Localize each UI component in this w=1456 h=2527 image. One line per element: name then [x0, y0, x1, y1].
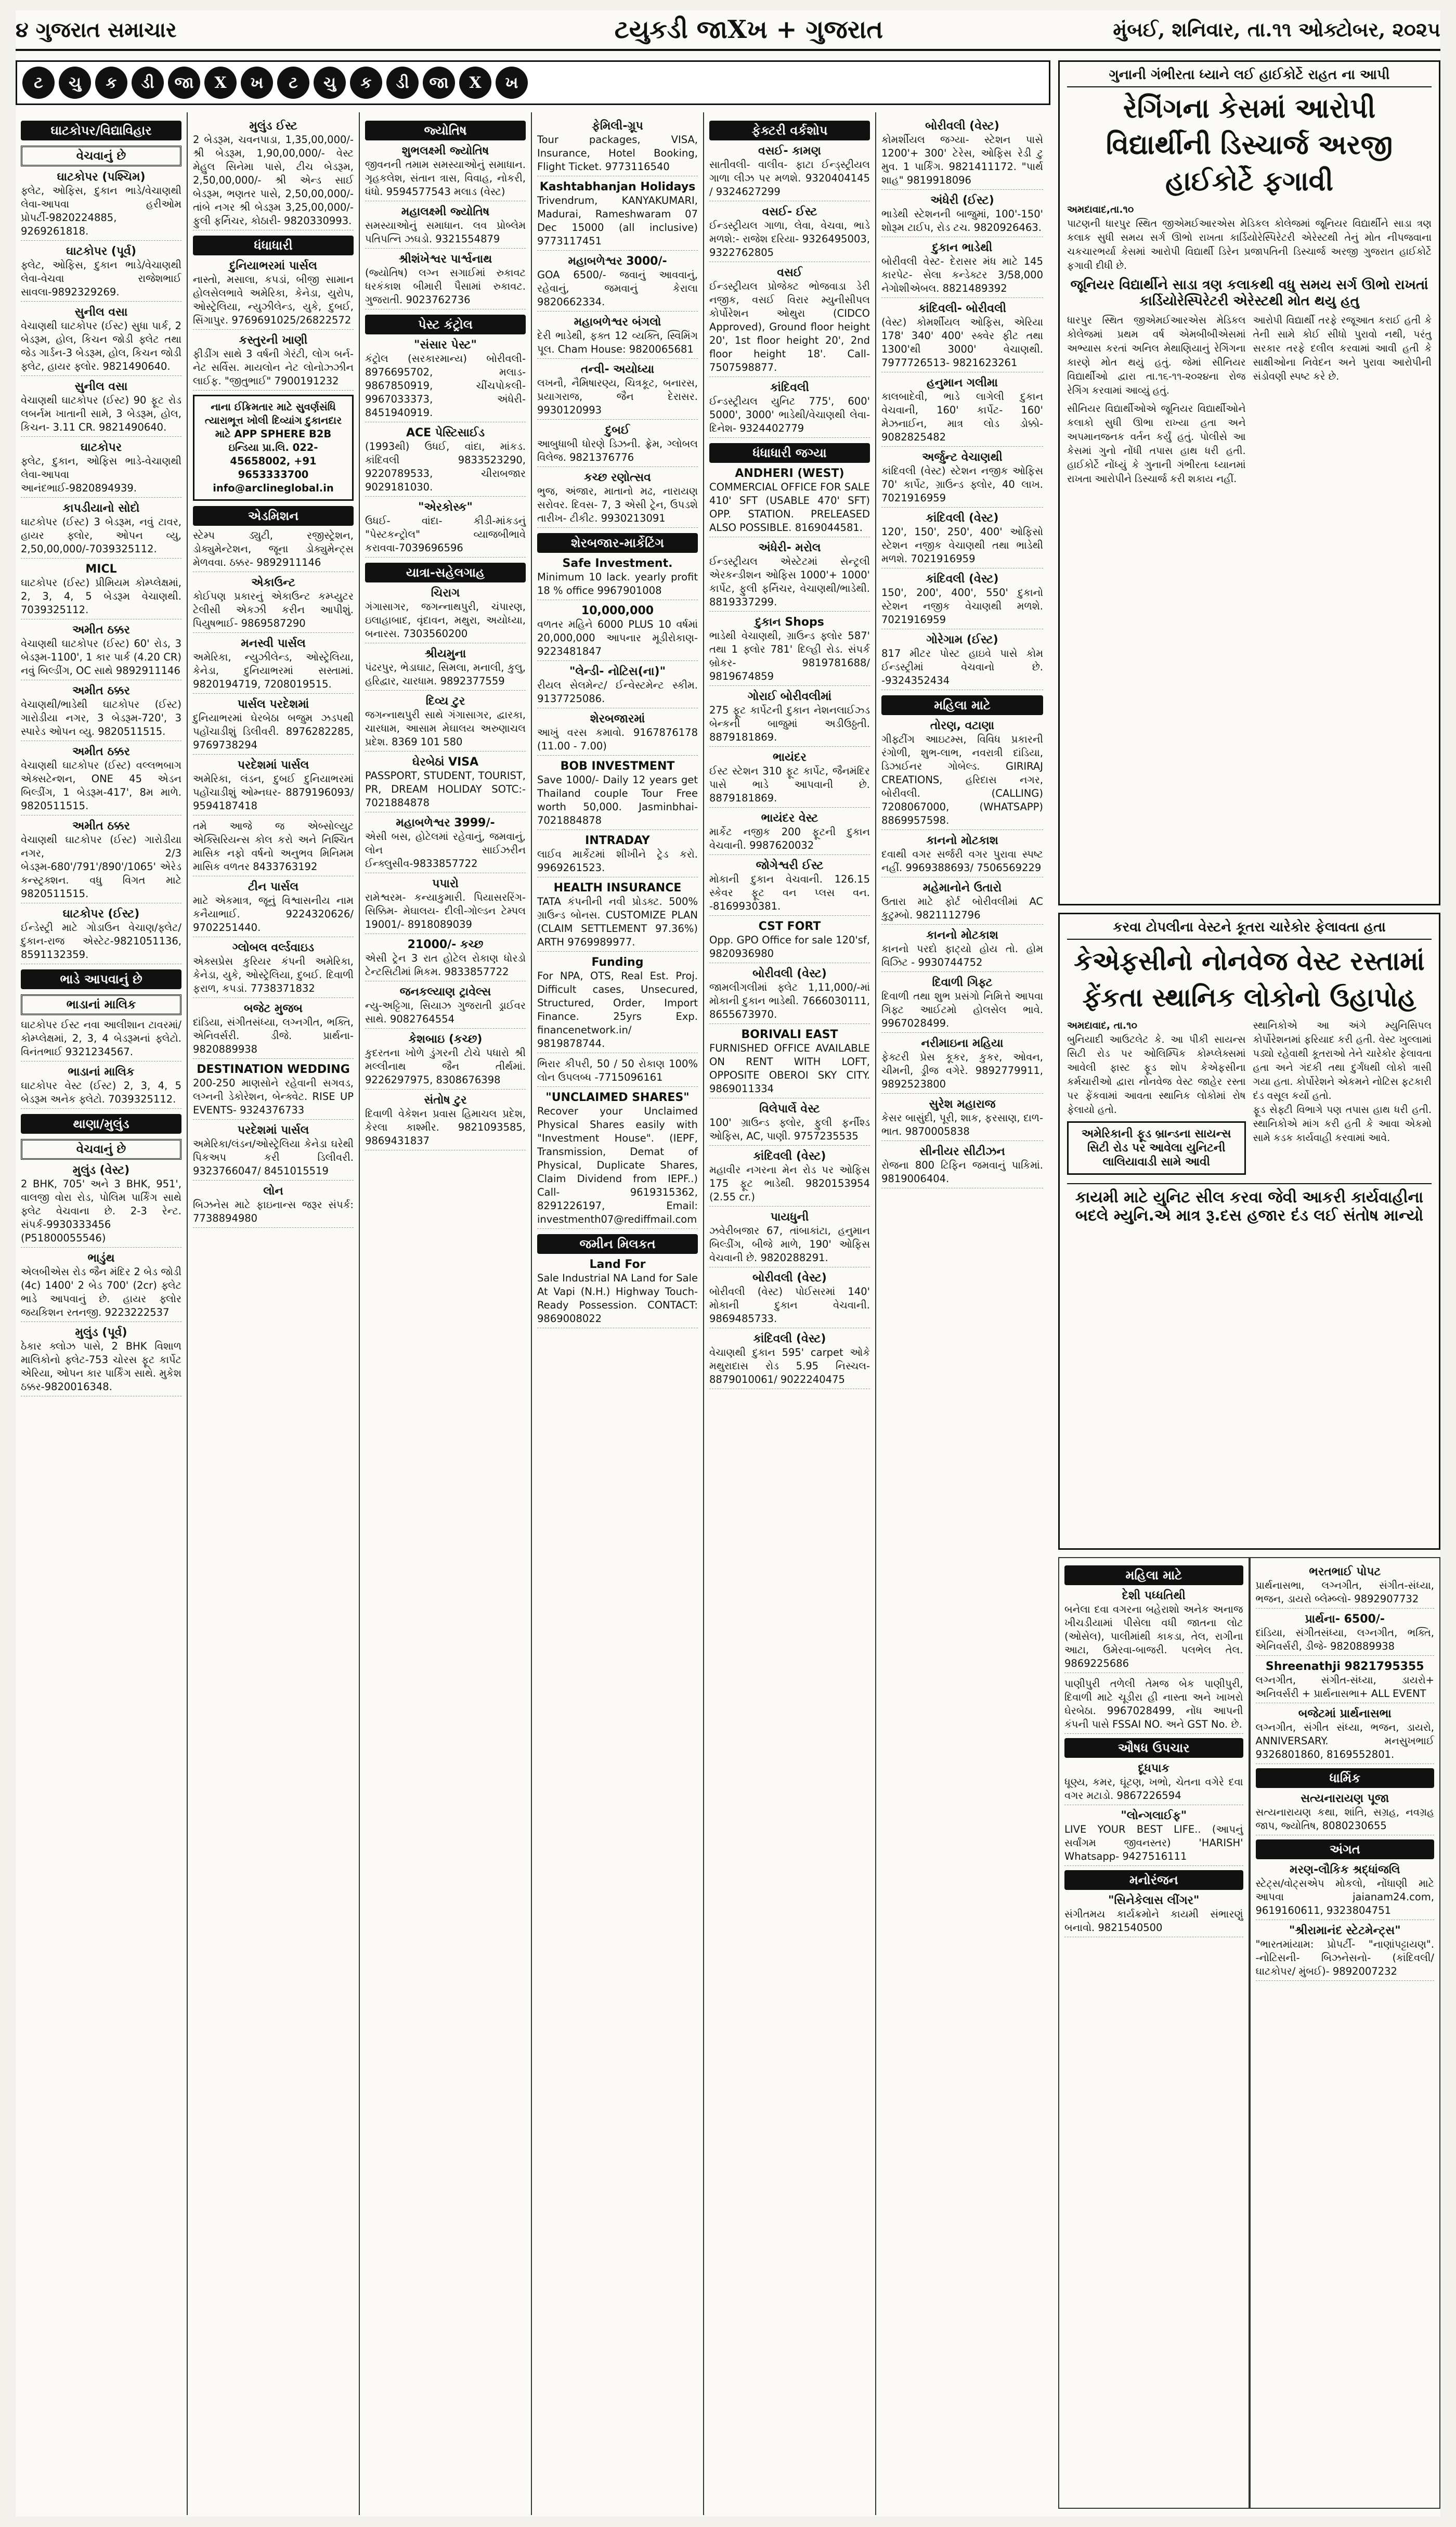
ad-body: અમેરિકા/લંડન/ઓસ્ટ્રેલિયા કેનેડા ઘરેથી પિકઅપ કરી ડિલીવરી. 9323766047/ 8451015519: [193, 1137, 354, 1181]
ad-title: 21000/- કચ્છ: [407, 938, 484, 951]
ad-title: દિવ્ય ટુર: [425, 695, 465, 708]
ad-body: ફ્લેટ, ઓફિસ, દુકાન ભાડે/વેચાણથી લેવા-આપવા હરીઓમ પ્રોપર્ટી-9820224885, 9269261818.: [21, 184, 181, 241]
ad-body: રામેશ્વરમ- કન્યાકુમારી. પિયાસરરિંગ- સિક્કિમ- મેઘાલય- દીલી-ગોલ્ડન ટેમ્પલ 19001/- 8918089039: [365, 891, 526, 934]
ad-body: Save 1000/- Daily 12 years get Thailand couple Tour Free worth 50,000. Jasminbhai-7021884878: [537, 773, 698, 830]
ad-title: 10,000,000: [581, 604, 654, 617]
news-section: [1058, 60, 1440, 2515]
column-5: [704, 112, 876, 2515]
ad-title: DESTINATION WEDDING: [197, 1063, 350, 1076]
ad-title: નરીમાઇના મહિયા: [921, 1037, 1004, 1050]
ad-title: મહાબળેશ્વર બંગલો: [574, 316, 661, 329]
ad-body: સત્યનારાયણ કથા, શાંતિ, સગ્રહ, નવગ્રહ જાપ, જ્યોતિષ, 8080230655: [1256, 1806, 1435, 1835]
article-para: ફૂડ સેફ્ટી વિભાગે પણ તપાસ હાથ ધરી હતી. સ્થાનિકોએ માંગ કરી હતી કે આવા એકમો સામે કડક કાર્યવાહી કરવામાં આવે.: [1253, 1104, 1432, 1144]
ad-title: ગ્લોબલ વર્લ્ડવાઇડ: [232, 941, 315, 954]
newspaper-page: [16, 10, 1440, 2517]
ad-body: ગંગાસાગર, જગન્નાથપુરી, ચંપારણ, ઇલાહાબાદ, વૃંદાવન, મથુરા, અયોધ્યા, બનારસ. 7303560200: [365, 600, 526, 643]
ad-title: કેશબાઇ (કચ્છ): [408, 1033, 483, 1046]
ad-title: મહાલક્ષ્મી જ્યોતિષ: [401, 205, 490, 218]
ad-body: બોરીવલી વેસ્ટ- દેરાસર મંધ માટે 145 કારપેટ- સેલા કન્ડેક્ટર 3/58,000 નેગોશીએબલ. 8821489392: [881, 255, 1043, 298]
ad-title: CST FORT: [758, 920, 821, 933]
ad-title: દેશી પધ્ધતિથી: [1122, 1589, 1186, 1602]
ad-body: સંગીતમય કાર્યક્રમોને કાયમી સંભારણું બનાવો. 9821540500: [1064, 1908, 1243, 1937]
ad-body: Recover your Unclaimed Physical Shares easily with "Investment House". (IEPF, Transmission, Demat of Physical, Duplicate Shares, Claim Dividend from IEPF..) Call- 9619315362, 8291226197, Email: investmenth07@rediffmail.com: [537, 1105, 698, 1229]
banner-letter: ડી: [132, 67, 164, 99]
ad-title: ટીન પાર્સલ: [248, 880, 299, 893]
ad-title: કાંદિવલી: [770, 381, 809, 394]
ad-body: LIVE YOUR BEST LIFE.. (આપનું સર્વાંગમ જીવનસ્તર) 'HARISH' Whatsapp- 9427516111: [1064, 1823, 1243, 1866]
article-kicker: ગુનાની ગંભીરતા ધ્યાને લઈ હાઈકોર્ટે રાહત ના આપી: [1067, 67, 1432, 87]
ad-body: એસી ટ્રેન 3 રાત હોટેલ રોકાણ ધોરડો ટેન્ટસિટીમાં મિકમ. 9833857722: [365, 952, 526, 981]
ad-body: લાઈવ માર્કેટમાં શીખીને ટ્રેડ કરો. 9969261523.: [537, 848, 698, 877]
ad-body: ઘાટકોપર વેસ્ટ (ઈસ્ટ) 2, 3, 4, 5 બેડરૂમ અનેક ફ્લેટો. 7039325112.: [21, 1079, 181, 1109]
ad-title: ઘાટકોપર (પૂર્વ): [66, 245, 136, 258]
ad-body: 2 બેડરૂમ, ચવનપાડા, 1,35,00,000/- શ્રી બેડરૂમ, 1,90,00,000/- વેસ્ટ મેહુલ સિનેમા પાસે, ટીચ બેડરૂમ, 2,50,00,000/- શ્રી એન્ડ સાઈ બેડરૂમ, ભણતર પાસે, 2,50,00,000/- તાંબે નગર શ્રી બેડરૂમ 3,25,00,000/- ફુલી ફર્નિચર, કોઠારી- 9820330993.: [193, 133, 354, 230]
column-4: [532, 112, 704, 2515]
ad-title: અમીત ઠક્કર: [72, 745, 130, 758]
ad-title: વિલેપાર્લે વેસ્ટ: [759, 1103, 820, 1116]
ad-body: ભાડેથી વેચાણથી, ગ્રાઉન્ડ ફ્લોર 587' તથા 1 ફ્લોર 781' દિલ્હી રોડ. સંપર્ક બ્રોકર- 9819781688/ 9819674859: [709, 629, 870, 686]
ad-title: દૂધપાક: [1138, 1762, 1170, 1775]
ad-body: પંઢરપુર, ભેડાઘાટ, સિમલા, મનાલી, કુલુ, હરિદ્વાર, ચારધામ. 9892377559: [365, 661, 526, 691]
header-center: ટયુકડી જાXખ + ગુજરાત: [614, 15, 883, 44]
ad-body: ભાડેથી સ્ટેશનની બાજુમાં, 100'-150' શોરૂમ ટાઈપ, રોડ ટચ. 9820926463.: [881, 208, 1043, 237]
ad-body: એક્સપ્રેસ કુરિયર કંપની અમેરિકા, કેનેડા, યુકે, ઓસ્ટ્રેલિયા, દુબઈ. દિવાળી ફરાળ, કપડાં. 7738371832: [193, 955, 354, 998]
ad-body: કોઈપણ પ્રકારનું એકાઉન્ટ કમ્પ્યુટર ટેલીસી એકઝી કરીન આપીશું. પિયુષભાઈ- 9869587290: [193, 590, 354, 633]
ad-title: સુનીલ વસા: [74, 306, 128, 319]
ad-body: ન્યુ-અટ્ટિગા, સિયાઝ ગુજરાતી ડ્રાઈવર સાથે. 9082764554: [365, 999, 526, 1029]
ad-body: ફેક્ટરી પ્રેસ કૂકર, કુકર, ઓવન, ચીમની, ડ્રીજ વગેરે. 9892779911, 9892523800: [881, 1051, 1043, 1094]
ad-body: ધૂણ્ય, કમર, ઘૂંટણ, ખભો, ચેતના વગેરે દવા વગર મટાડો. 9867226594: [1064, 1776, 1243, 1805]
ad-title: "એરકોસ્ક": [418, 501, 473, 514]
ad-title: બોરીવલી (વેસ્ટ): [925, 120, 999, 133]
section-heading: ફેક્ટરી વર્કશોપ: [709, 121, 870, 140]
ad-title: કાપડીયાનો સોદો: [62, 502, 140, 515]
article-kicker-2: કરવા ટોપલીના વેસ્ટને કૂતરા ચારેકોર ફેલાવતા હતા: [1067, 919, 1432, 940]
banner-letter: ટ: [22, 67, 55, 99]
ad-title: બોરીવલી (વેસ્ટ): [752, 1272, 827, 1285]
ad-body: Minimum 10 lack. yearly profit 18 % office 9967901008: [537, 571, 698, 600]
ad-body: ઝવેરીબજાર 67, તાંબાકાંટા, હનુમાન બિલ્ડીંગ, બીજે માળે, 190' ઓફિસ વેચવાની છે. 9820288291.: [709, 1224, 870, 1267]
banner-letter: ડી: [386, 67, 419, 99]
ad-title: મુલુંડ ઈસ્ટ: [249, 120, 297, 133]
ad-body: 200-250 માણસોને રહેવાની સગવડ, લગ્નની ડેકોરેશન, બેન્ક્વેટ. RISE UP EVENTS- 9324376733: [193, 1077, 354, 1120]
banner-letter: X: [459, 67, 491, 99]
ad-body: માટે એકમાત્ર, જૂનું વિશ્વાસનીય નામ કનૈયાભાઈ. 9224320626/ 9702251440.: [193, 894, 354, 937]
ad-body: તમે આજે જ એબ્સોલ્યુટ એક્સિરિયન્સ કોલ કરો અને નિશ્ચિત માસિક નફો વર્ષનો અનુભવ મિનિમમ માસિક વળતર 8433763192: [193, 820, 354, 876]
ad-body: ફીડીંગ સાથે 3 વર્ષની ગેરંટી, લોગ બર્ન-નેટ સર્વિસ. માયલોન નેટ લોનોઝ્ઝીન લાઈફ. "જીતુભાઈ" 7900191232: [193, 347, 354, 391]
ad-body: પ્રાર્થનાસભા, લગ્નગીત, સંગીત-સંધ્યા, ભજન, ડાયરો બ્લેમ્બ્લો- 9892907732: [1256, 1579, 1435, 1609]
article-subhead-box: [1067, 1121, 1246, 1175]
section-heading: એડમિશન: [193, 506, 354, 526]
ad-title: મુલુંડ (વેસ્ટ): [72, 1164, 130, 1177]
ad-body: મહાવીર નગરના મેન રોડ પર ઓફિસ 175 ફૂટ ભાડેથી. 9820153954 (2.55 cr.): [709, 1163, 870, 1207]
ad-title: જોગેશ્વરી ઈસ્ટ: [756, 859, 824, 872]
ad-title: બજેટ મુજબ: [244, 1002, 303, 1015]
display-ad: નાના ઈક્રિમતાર માટે સુવર્ણસંધિ ત્યારાભૂત્ત ખોલી દિવ્યાંગ દુકાનદાર માટે APP SPHERE B2B ઇન્ડિયા પ્રા.લિ. 022-45658002, +91 9653333700 info@arclineglobal.in: [193, 395, 354, 501]
article-body: [1067, 203, 1432, 273]
ad-body: આખું વરસ કમાવો. 9167876178 (11.00 - 7.00): [537, 726, 698, 756]
ad-body: ઘાટકોપર ઈસ્ટ નવા આલીશાન ટાવરમાં/કોમ્પ્લેક્ષમાં, 2, 3, 4 બેડરૂમનાં ફ્લેટો. વિનંતભાઈ 9321234567.: [21, 1018, 181, 1061]
article-body-2: [1067, 314, 1432, 486]
ad-body: દાંડિયા, સંગીતસંધ્યા, લગ્નગીત, ભક્તિ, એનિવર્સરી, ડીજે- 9820889938: [1256, 1626, 1435, 1656]
ad-body: સ્ટેમ્પ ડ્યુટી, રજીસ્ટ્રેશન, ડોક્યુમેન્ટેશન, જૂના ડોક્યુમેન્ટ્સ મેળવવા. ઠક્કર- 9892911146: [193, 529, 354, 572]
ad-body: રોજના 800 ટિફિન જમવાનું પાકિમાં. 9819006404.: [881, 1159, 1043, 1188]
news-article-kfc: [1058, 913, 1440, 1550]
section-heading: મહિલા માટે: [1064, 1565, 1243, 1585]
ad-title: દિવાળી ગિફ્ટ: [932, 976, 993, 989]
ad-title: MICL: [85, 563, 117, 576]
banner-letter: ખ: [241, 67, 273, 99]
article-subhead: જૂનિયર વિદ્યાર્થીને સાડા ત્રણ કલાકથી વધુ સમય સર્ગ ઊભો રાખતાં કાર્ડિયોરેસ્પિરેટરી એરેસ્ટથી મોત થયુ હતુ: [1070, 277, 1428, 309]
ad-body: FURNISHED OFFICE AVAILABLE ON RENT WITH LOFT, OPPOSITE OBEROI SKY CITY. 9869011334: [709, 1042, 870, 1098]
classified-banner: [16, 60, 1050, 105]
section-heading: અંગત: [1256, 1839, 1435, 1859]
ad-title: ચિરાગ: [431, 587, 460, 600]
ad-body: ભુજ, અંજાર, માતાનો મઢ, નારાયણ સરોવર. દિવસ- 7, 3 એસી ટ્રેન, ઉપડશે તારીખ- ટીકીટ. 9930213091: [537, 485, 698, 528]
ad-title: કાંદિવલી (વેસ્ટ): [926, 512, 999, 525]
ad-body: ગીફ્ટીંગ આઇટમ્સ, વિવિધ પ્રકારની રંગોળી, શુભ-લાભ, નવરાત્રી દાંડિયા, ડિઝાઈનર ગોબેલ્ડ. GIRIRAJ CREATIONS, હરિદાસ નગર, બોરીવલી. (CALLING) 7208067000, (WHATSAPP) 8869957598.: [881, 733, 1043, 830]
page-header: [16, 10, 1440, 51]
article-para: પાટણની ધારપુર સ્થિત જીએમઈઆરએસ મેડિકલ કોલેજમાં જૂનિયર વિદ્યાર્થીને સાડા ત્રણ કલાક સુધી સમય સર્ગ ઊભો રાખતા કાર્ડિયોરેસ્પિરેટરી એરેસ્ટથી તેનું મોત નીપજવાના ચકચારભર્યા કેસમાં આરોપી વિદ્યાર્થી ડિરેન પ્રજાપતિની ડિસ્ચાર્જ અરજી ગુજરાત હાઈકોર્ટે ફગાવી દીધી છે.: [1067, 218, 1432, 271]
ad-body: લગ્નગીત, સંગીત સંધ્યા, ભજન, ડાયરો, ANNIVERSARY. મનસુખભાઈ 9326801860, 8169552801.: [1256, 1721, 1435, 1764]
ad-title: તન્વી- અયોધ્યા: [580, 363, 655, 376]
ad-body: બિઝનેસ માટે ફાઇનાન્સ જરૂર સંપર્ક: 7738894980: [193, 1198, 354, 1228]
ad-title: સીનીયર સીટીઝન: [919, 1145, 1005, 1158]
ad-body: PASSPORT, STUDENT, TOURIST, PR, DREAM HOLIDAY SOTC:- 7021884878: [365, 769, 526, 812]
ad-title: ઘેરબેઠાં VISA: [412, 756, 479, 769]
header-left: ૪ ગુજરાત સમાચાર: [16, 17, 177, 42]
ad-body: For NPA, OTS, Real Est. Proj. Difficult cases, Unsecured, Structured, Order, Import Finance. 25yrs Exp. financenetwork.in/ 9819878744.: [537, 969, 698, 1053]
ad-title: સત્યનારાયણ પૂજા: [1301, 1792, 1389, 1805]
ad-title: સંતોષ ટુર: [424, 1094, 467, 1107]
article-para: સીનિયર વિદ્યાર્થીઓએ જૂનિયર વિદ્યાર્થીઓને કલાકો સુધી ઊભા રાખ્યા હતા અને અપમાનજનક વર્તન કર્યું હતું. પોલીસે આ કેસમાં ગુનો નોંધી તપાસ હાથ ધરી હતી. હાઈકોર્ટે નોંધ્યું કે ગુનાની ગંભીરતા ધ્યાનમાં રાખતા આરોપીને ડિસ્ચાર્જ કરી શકાય નહીં.: [1067, 403, 1246, 485]
ad-title: ઘાટકોપર: [80, 441, 122, 454]
ad-body: Tour packages, VISA, Insurance, Hotel Booking, Flight Ticket. 9773116540: [537, 133, 698, 176]
ad-body: એલબીએસ રોડ જૈન મંદિર 2 બેડ જોડી (4c) 1400' 2 બેડ 700' (2cr) ફ્લેટ ભાડે આપવાનું છે. હાયર ફ્લોર જયકિશન રતનજી. 9223222537: [21, 1265, 181, 1322]
section-heading: વેચવાનું છે: [21, 146, 181, 166]
right-column-1: [1058, 1557, 1250, 2509]
ad-title: ભાડુંથ: [87, 1252, 115, 1265]
right-column-2: [1250, 1557, 1441, 2509]
ad-body: વેચાણથી ઘાટકોપર (ઈસ્ટ) 60' રોડ, 3 બેડરૂમ-1100', 1 કાર પાર્ક (4.20 CR) નવું બિલ્ડીંગ, OC સાથે 9892911146: [21, 637, 181, 680]
ad-title: દુકાન Shops: [755, 616, 824, 629]
ad-title: HEALTH INSURANCE: [553, 882, 682, 895]
section-heading: શેરબજાર-માર્કેટિંગ: [537, 533, 698, 553]
section-heading: ઔષધ ઉપચાર: [1064, 1738, 1243, 1758]
ad-body: કાંદિવલી (વેસ્ટ) સ્ટેશન નજીક ઓફિસ 70' કાર્પેટ, ગ્રાઉન્ડ ફ્લોર, 40 લાખ. 7021916959: [881, 464, 1043, 508]
ad-body: કુદરતના ખોળે ડુંગરની ટોચે પધારો શ્રી મલ્લીનાથ જૈન તીર્થમાં. 9226297975, 8308676398: [365, 1046, 526, 1090]
ad-body: TATA કંપનીની નવી પ્રોડક્ટ. 500% ગ્રાઉન્ડ બોનસ. CUSTOMIZE PLAN (CLAIM SETTLEMENT 97.36%) ARTH 9769989977.: [537, 895, 698, 952]
ad-body: ઉધઈ- વાંદા- કીડી-માંકડનું "પેસ્ટકન્ટ્રોલ" વ્યાજબીભાવે કરાવવા-7039696596: [365, 514, 526, 558]
section-heading: યાત્રા-સહેલગાહ: [365, 563, 526, 582]
ad-title: "શ્રીરામાનંદ સ્ટેટમેન્ટ્સ": [1289, 1924, 1401, 1937]
ad-title: અમીત ઠક્કર: [72, 684, 130, 697]
section-heading: જમીન મિલકત: [537, 1234, 698, 1254]
ad-body: વેચાણથી ઘાટકોપર (ઈસ્ટ) 90 ફૂટ રોડ લબર્નમ ખાતાની સામે, 3 બેડરૂમ, હોલ, કિચન- 3.11 CR. 9821490640.: [21, 394, 181, 437]
ad-title: દુબઈ: [605, 424, 630, 437]
section-heading: ભાડાનાં માલિક: [21, 994, 181, 1015]
news-article-ragging: [1058, 60, 1440, 905]
ad-body: ફ્લેટ, દુકાન, ઓફિસ ભાડે-વેચાણથી લેવા-આપવા આનંદભાઈ-9820894939.: [21, 455, 181, 498]
ad-title: Shreenathji 9821795355: [1265, 1660, 1424, 1673]
ad-title: BORIVALI EAST: [741, 1028, 838, 1041]
column-1: [16, 112, 188, 2515]
column-3: [360, 112, 532, 2515]
ad-title: વસઈ- ઈસ્ટ: [762, 205, 817, 218]
ad-body: જગન્નાથપુરી સાથે ગંગાસાગર, દ્વારકા, ચારધામ, આસામ મેઘાલય અરુણાચલ પ્રદેશ. 8369 101 580: [365, 708, 526, 751]
ad-body: કંટ્રોલ (સરકારમાન્ય) બોરીવલી- 8976695702, મલાડ- 9867850919, ચીંચપોકલી- 9967033373, અંધેરી- 8451940919.: [365, 352, 526, 422]
ad-title: શ્રીયમુના: [424, 647, 466, 660]
section-heading: મહિલા માટે: [881, 695, 1043, 715]
ad-title: મનસ્વી પાર્સલ: [241, 637, 306, 650]
ad-body: વેચાણથી ઘાટકોપર (ઈસ્ટ) સુધા પાર્ક, 2 બેડરૂમ, હોલ, કિચન જોડી ફ્લેટ તથા જેડ ગાર્ડન-3 બેડરૂમ, હોલ, કિચન જોડી ફ્લેટ, હાયર ફ્લોર. 9821490640.: [21, 319, 181, 376]
ad-body: દુનિયાભરમાં ઘેરબેઠા બજુમ ઝડપથી પહોંચાડીશું ડિલીવરી. 8976282285, 9769738294: [193, 711, 354, 755]
article-para: ધારપુર સ્થિત જીએમઈઆરએસ મેડિકલ કોલેજમાં પ્રથમ વર્ષ એમબીબીએસમાં અભ્યાસ કરતાં અનિલ મેથાણિયાનું રેગિંગના કારણે મોત થયું હતું. જેમાં સીનિયર વિદ્યાર્થીઓ દ્વારા તા.૧૬-૧૧-૨૦૨૪ના રોજ રેગિંગ કરવામાં આવ્યું હતું.: [1067, 315, 1246, 396]
ad-title: BOB INVESTMENT: [560, 760, 675, 773]
ad-body: 150', 200', 400', 550' દુકાનો સ્ટેશન નજીક વેચાણથી મળશે. 7021916959: [881, 586, 1043, 629]
ad-title: ગોરેગામ (ઈસ્ટ): [926, 633, 998, 646]
article-dateline-2: અમદાવાદ, તા.૧૦: [1067, 1020, 1137, 1031]
ad-body: સમસ્યાઓનું સમાધાન. લવ પ્રોબ્લેમ પતિપત્નિ ઝઘડો. 9321554879: [365, 219, 526, 249]
ad-title: અંધેરી- મરોલ: [758, 541, 821, 554]
ad-title: "UNCLAIMED SHARES": [545, 1091, 690, 1104]
ad-body: મોકાની દુકાન વેચવાની. 126.15 સ્કેવર ફૂટ વન પ્લસ વન. -8169930381.: [709, 873, 870, 916]
ad-body: ઈન્ડેસ્ટ્રી માટે ગોડાઉન વેચાણ/ફ્લેટ/દુકાન-રાજ એસ્ટેટ-9821051136, 8591132359.: [21, 921, 181, 964]
ad-title: "સિનેકેલાસ લીંગર": [1108, 1894, 1200, 1907]
ad-title: તોરણ, વટાણા: [930, 719, 995, 732]
ad-body: ઉતારા માટે ફોર્ટ બોરીવલીમાં AC કુટુમ્બો. 9821112796: [881, 895, 1043, 925]
ad-title: જનકલ્યાણ ટ્રાવેલ્સ: [399, 986, 491, 999]
ad-title: પરદેશમાં પાર્સલ: [237, 1124, 309, 1137]
ad-body: સ્ટેટ્સ/વોટ્સએપ મોકલો, નોંધાણી માટે આપવા jaianam24.com, 9619160611, 9323804751: [1256, 1877, 1435, 1920]
ad-title: મહાબળેશ્વર 3000/-: [568, 255, 667, 268]
ad-title: એકાઉન્ટ: [251, 576, 295, 589]
ad-title: અમીત ઠક્કર: [72, 624, 130, 637]
ad-title: ભાડાનાં માલિક: [68, 1066, 135, 1079]
ad-body: COMMERCIAL OFFICE FOR SALE 410' SFT (USABLE 470' SFT) OPP. STATION. PRELEASED ALSO POSSIBLE. 8169044581.: [709, 481, 870, 537]
ad-title: Safe Investment.: [562, 557, 673, 570]
ad-title: પ્રાર્થના- 6500/-: [1305, 1613, 1385, 1626]
ad-body: માર્કેટ નજીક 200 ફૂટની દુકાન વેચવાની. 9987620032: [709, 825, 870, 855]
ad-body: વેચાણથી ઘાટકોપર (ઈસ્ટ) વલ્લભબાગ એક્સટેન્શન, ONE 45 એડન બિલ્ડીંગ, 1 બેડરૂમ-417', 8મ માળે. 9820511515.: [21, 759, 181, 815]
ad-body: ફ્લેટ, ઓફિસ, દુકાન ભાડે/વેચાણથી લેવા-વેચવા રાજેશભાઈ સાવલા-9892329269.: [21, 258, 181, 302]
ad-title: પાયધુની: [770, 1211, 809, 1224]
ad-body: ઈન્ડસ્ટ્રીયલ યુનિટ 775', 600' 5000', 3000' ભાડેથી/વેચાણથી લેવા-દિનેશ- 9324402779: [709, 395, 870, 438]
ad-title: અર્જુન્ટ વેચાણથી: [922, 451, 1003, 464]
ad-body: (વેસ્ટ) કોમર્શીયલ ઓફિસ, એરિયા 178' 340' 400' સ્ક્વેર ફીટ તથા 1300'થી 3000' વેચાણથી. 7977726513- 9821623261: [881, 316, 1043, 372]
ad-body: ભિરાર કીપરી, 50 / 50 રોકાણ 100% લોન ઉપલબ્ધ -7715096161: [537, 1057, 698, 1087]
section-heading: પેસ્ટ કંટ્રોલ: [365, 315, 526, 334]
ad-title: સુરેશ મહારાજ: [929, 1098, 996, 1111]
ad-body: કોમર્શીયલ જગ્યા- સ્ટેશન પાસે 1200'+ 300' ટેરેસ, ઓફિસ રેડી ટુ મુવ. 1 પાર્કિંગ. 9821411172. "પાર્થ શાહ" 9819918096: [881, 133, 1043, 190]
ad-title: કાનનો મોટકાશ: [926, 834, 998, 847]
ad-body: 120', 150', 250', 400' ઓફિસો સ્ટેશન નજીક વેચાણથી તથા ભાડેથી મળશે. 7021916959: [881, 525, 1043, 568]
ad-title: INTRADAY: [585, 834, 650, 847]
ad-body: કાનનો પરદો ફાટ્યો હોય તો. હોમ વિઝિટ - 9930744752: [881, 942, 1043, 972]
ad-body: ઘાટકોપર (ઈસ્ટ) 3 બેડરૂમ, નવું ટાવર, હાયર ફ્લોર, ઓપન વ્યુ, 2,50,00,000/-7039325112.: [21, 515, 181, 559]
ad-body: જામલીગલીમાં ફ્લેટ 1,11,000/-માં મોકાની દુકાન ભાડેથી. 7666030111, 8655673970.: [709, 981, 870, 1024]
banner-letter: ચુ: [59, 67, 91, 99]
ad-title: બજેટમાં પ્રાર્થનાસભા: [1298, 1707, 1392, 1720]
ad-title: લોન: [263, 1185, 283, 1198]
banner-letter: ક: [95, 67, 127, 99]
ad-body: Opp. GPO Office for sale 120'sf, 9820936980: [709, 934, 870, 963]
article-para: બુનિયાદી આઉટલેટ કે. આ પીકી સાયન્સ સિટી રોડ પર ઓલિમ્પિક કોમ્પ્લેક્સમાં આવેલી ફાસ્ટ ફૂડ શોપ કેએફસીના કર્મચારીઓ દ્વારા નોનવેજ વેસ્ટ જાહેર રસ્તા પર ફેંકવામાં આવતા સ્થાનિક લોકોમાં રોષ ફેલાયો હતો.: [1067, 1034, 1246, 1116]
ad-title: ગોરાઈ બોરીવલીમાં: [747, 690, 832, 703]
ad-title: મહેમાનોને ઉતારો: [922, 882, 1002, 895]
ad-body: ઠેકાર ક્લોઝ પાસે, 2 BHK વિશાળ માલિકોનો ફ્લેટ-753 ચોરસ ફૂટ કાર્પેટ એરિયા, ઓપન કાર પાર્કિંગ સાથે. મુકેશ ઠક્કર-9820016348.: [21, 1340, 181, 1396]
ad-title: વસઈ: [777, 266, 802, 279]
ad-body: લગ્નગીત, સંગીત-સંધ્યા, ડાયરો+ અનિવર્સરી + પ્રાર્થનાસભા+ ALL EVENT: [1256, 1674, 1435, 1703]
ad-body: (1993થી) ઉધઈ, વાંદા, માંકડ. કાંદિવલી 9833523290, 9220789533, ચીરાબજાર 9029181030.: [365, 440, 526, 497]
ad-title: ANDHERI (WEST): [735, 467, 844, 480]
ad-title: કાંદિવલી- બોરીવલી: [918, 302, 1007, 315]
ad-title: "લોન્ગલાઈફ": [1121, 1809, 1187, 1822]
banner-letter: ક: [350, 67, 382, 99]
ad-title: મુલુંડ (પૂર્વ): [75, 1326, 127, 1339]
ad-title: ફેમિલી-ગ્રૂપ: [592, 120, 643, 133]
ad-body: અમેરિકા, ન્યુઝીલેન્ડ, ઓસ્ટ્રેલિયા, કેનેડા, દુનિયાભરમાં સસ્તામાં. 9820194719, 7208019515.: [193, 651, 354, 694]
ad-title: શ્રીશંખેશ્વર પાર્શ્વનાથ: [398, 253, 492, 266]
section-heading: ધંધાધારી: [193, 236, 354, 255]
ad-title: હનુમાન ગલીમા: [927, 377, 998, 390]
ad-body: દિવાળી તથા શુભ પ્રસંગો નિમિત્તે આપવા ગિફ્ટ આઈટમો હોલસેલ ભાવે. 9967028499.: [881, 990, 1043, 1033]
section-heading: ઘાટકોપર/વિદ્યાવિહાર: [21, 121, 181, 140]
article-headline: રેગિંગના કેસમાં આરોપી વિદ્યાર્થીની ડિસ્ચાર્જ અરજી હાઈકોર્ટે ફગાવી: [1106, 93, 1393, 197]
ad-body: 2 BHK, 705' અને 3 BHK, 951', વાલજી વોરા રોડ, પોલિમ પાર્કિંગ સાથે ફ્લેટ વેચવાના છે. 2-3 રેન્ટ. સંપર્ક-9930333456 (P51800055546): [21, 1177, 181, 1248]
column-2: [188, 112, 360, 2515]
article-headline-2: કેએફસીનો નોનવેજ વેસ્ટ રસ્તામાં ફેંકતા સ્થાનિક લોકોનો ઉહાપોહ: [1074, 945, 1425, 1013]
ad-title: મરણ-લૌકિક શ્રદ્ધાંજલિ: [1290, 1863, 1400, 1876]
banner-letter: જા: [423, 67, 455, 99]
ad-title: ભાયંદર વેસ્ટ: [761, 812, 818, 825]
ad-title: ભરતભાઈ પોપટ: [1309, 1565, 1381, 1578]
article-subhead-b: સિટી રોડ પર આવેલા યુનિટની લાલિયાવાડી સામે આવી: [1087, 1142, 1226, 1169]
ad-body: અમેરિકા, લંડન, દુબઈ દુનિયાભરમાં પહોંચાડીશું ઓમ્નઘર- 8879196093/ 9594187418: [193, 772, 354, 815]
ad-body: કાલબાદેવી, ભાડે લાગેલી દુકાન વેચવાની, 160' કાર્પેટ- 160' મેઝનાઈન, માત્ર લોડ ડોક્કો- 9082825482: [881, 390, 1043, 447]
ad-title: પરદેશમાં પાર્સલ: [237, 759, 309, 772]
ad-body: "ભારતમાંયામ: પ્રોપર્ટી- "નાણાંપટ્ટાયણ". -નોટિસની- બિઝનેસનો- (કાંદિવલી/ ઘાટકોપર/ મુંબઈ)- 9892007232: [1256, 1938, 1435, 1981]
ad-body: નાસ્તો, મસાલા, કપડાં, બીજી સામાન હોલસેલભાવે અમેરિકા, કેનેડા, યુરોપ, ઓસ્ટ્રેલિયા, ન્યુઝીલેન્ડ, યુકે, દુબઈ, સિંગાપુર. 9769691025/26822572: [193, 273, 354, 330]
ad-body: ઈન્ડસ્ટ્રીયલ ગાળા, લેવા, વેચવા, ભાડે મળશે:- રાજેશ દરિયા- 9326495003, 9322762805: [709, 219, 870, 262]
ad-body: કેસર બાસુંદી, પૂરી, શાક, ફરસાણ, દાળ- ભાત. 9870005838: [881, 1111, 1043, 1141]
ad-body: લખનૌ, નૈમિષારણ્ય, ચિત્રકૂટ, બનારસ, પ્રયાગરાજ, જૈન દેરાસર. 9930120993: [537, 377, 698, 420]
banner-letter: X: [204, 67, 237, 99]
ad-body: ઘાટકોપર (ઈસ્ટ) પ્રીમિયમ કોમ્પ્લેક્ષમાં, 2, 3, 4, 5 બેડરૂમ વેચાણથી. 7039325112.: [21, 576, 181, 619]
ad-title: સુનીલ વસા: [74, 380, 128, 393]
section-heading: ધંધાધારી જગ્યા: [709, 443, 870, 463]
ad-title: કાંદિવલી (વેસ્ટ): [926, 573, 999, 586]
ad-body: બનેલા દવા વગરના બહેરાશો અનેક અનાજ ખીચડીયામાં પીસેલા વધી જાતના લોટ (ઓસેલ), પાલીમાંથી કાકડા, તેલ, રાગીના આટા, ઉમેરવા-બાજરી. પલભેલ તેલ. 9869225686: [1064, 1603, 1243, 1673]
ad-title: Kashtabhanjan Holidays: [539, 180, 696, 193]
ad-title: બોરીવલી (વેસ્ટ): [752, 967, 827, 980]
ad-body: વળતર મહિને 6000 PLUS 10 વર્ષમાં 20,000,000 આપનાર મૂડીરોકાણ- 9223481847: [537, 618, 698, 661]
ad-title: "લેન્ડી- નોટિસ(ના)": [569, 665, 666, 678]
banner-letter: ખ: [496, 67, 528, 99]
article-body-3: [1067, 1019, 1432, 1179]
ad-title: ઘાટકોપર (ઈસ્ટ): [62, 908, 140, 921]
ad-title: દુનિયાભરમાં પાર્સલ: [229, 260, 317, 273]
ad-body: 817 મીટર પોસ્ટ હાઇવે પાસે કોમ ઈન્ડસ્ટ્રીમાં વેચવાનો છે. -9324352434: [881, 647, 1043, 690]
ad-title: કચ્છ રણોત્સવ: [584, 471, 651, 484]
ad-body: વેચાણથી/ભાડેથી ઘાટકોપર (ઈસ્ટ) ગારોડીયા નગર, 3 બેડરૂમ-720', 3 સ્પારેડ ઓપન વ્યુ. 9820511515.: [21, 698, 181, 741]
ad-body: બોરીવલી (વેસ્ટ) પોઈસરમાં 140' મોકાની દુકાન વેચવાની. 9869485733.: [709, 1285, 870, 1328]
section-heading: થાણા/મુલુંડ: [21, 1114, 181, 1134]
ad-title: "સંસાર પેસ્ટ": [414, 339, 477, 352]
ad-title: કસ્તુરની ખાણી: [239, 334, 308, 347]
ad-body: Trivendrum, KANYAKUMARI, Madurai, Rameshwaram 07 Dec 15000 (all inclusive) 9773117451: [537, 194, 698, 251]
ad-title: કાંદિવલી (વેસ્ટ): [753, 1332, 826, 1345]
ad-body: આબુધાબી ધોરણે ડિઝની. ફ્રેમ, ગ્લોબલ વિલેજ. 9821376776: [537, 437, 698, 467]
classified-columns: [16, 112, 1050, 2515]
ad-title: પપારો: [432, 877, 459, 890]
article-subhead-a: અમેરિકાની ફૂડ બ્રાન્ડના સાયન્સ: [1082, 1128, 1231, 1141]
ad-title: ભાયંદર: [773, 751, 807, 764]
ad-body: સાતીવલી- વાલીવ- ફાટા ઈન્ડ્સ્ટ્રીયલ ગાળા લીઝ પર મળશે. 9320404145 / 9324627299: [709, 158, 870, 201]
ad-title: અમીત ઠક્કર: [72, 820, 130, 833]
banner-letter: ટ: [277, 67, 309, 99]
ad-body: રીયલ સેલમેન્ટ/ ઈન્વેસ્ટમેન્ટ સ્કીમ. 9137725086.: [537, 679, 698, 708]
ad-title: દુકાન ભાડેથી: [932, 241, 993, 254]
ad-body: પાણીપુરી તળેલી તેમજ બેક પાણીપુરી, દિવાળી માટે ચૂડીરા હી નાસ્તા અને ખાખરો ઘેરબેઠા. 9967028499, નોંધ આપની કંપની પાસે FSSAI NO. અને GST No. છે.: [1064, 1677, 1243, 1734]
article-dateline: અમદાવાદ,તા.૧૦: [1067, 204, 1134, 215]
ad-body: ઈન્ડસ્ટ્રીયલ એસ્ટેટમાં સેન્ટ્રલી એરકન્ડીશન ઓફિસ 1000'+ 1000' કાર્પેટ, ફુલી ફર્નિચર, વેચાણથી/ભાડેથી. 8819337299.: [709, 555, 870, 612]
section-heading: ભાડે આપવાનું છે: [21, 969, 181, 989]
ad-title: Land For: [589, 1258, 646, 1271]
ad-title: અંધેરી (ઈસ્ટ): [930, 194, 994, 207]
banner-letter: જા: [168, 67, 200, 99]
section-heading: જ્યોતિષ: [365, 121, 526, 140]
ad-body: દેરી ભાડેથી, ફક્ત 12 વ્યક્તિ, સ્વિમિંગ પૂલ. Cham House: 9820065681: [537, 329, 698, 359]
column-6: [876, 112, 1048, 2515]
ad-body: (જ્યોતિષ) લગ્ન સગાઈમાં રુકાવટ ધરકંકાશ બીમારી પૈસામાં રુકાવટ. ગુજરાતી. 9023762736: [365, 266, 526, 309]
ad-body: 100' ગ્રાઉન્ડ ફ્લોર, ફુલી ફર્નીશ્ડ ઓફિસ, AC, પાણી. 9757235535: [709, 1116, 870, 1146]
banner-letter: ચુ: [314, 67, 346, 99]
ad-body: દાંડિયા, સંગીતસંધ્યા, લગ્નગીત, ભક્તિ, એનિવર્સરી. ડીજે. પ્રાર્થના- 9820889938: [193, 1016, 354, 1059]
ad-title: વસઈ- કામણ: [758, 145, 821, 158]
ad-title: ACE પેસ્ટિસાઈડ: [406, 426, 485, 439]
ad-body: વેચાણથી દુકાન 595' carpet ઓકે મથુરાદાસ રોડ 5.95 નિસ્ચલ- 8879010061/ 9022240475: [709, 1346, 870, 1389]
ad-title: કાંદિવલી (વેસ્ટ): [753, 1150, 826, 1163]
article-para: આરોપી વિદ્યાર્થી તરફે રજૂઆત કરાઈ હતી કે તેની સામે કોઈ સીધો પુરાવો નથી, પરંતુ સરકાર તરફે દલીલ કરવામાં આવી હતી કે સાક્ષીઓના નિવેદન અને પુરાવા આરોપીની સંડોવણી સ્પષ્ટ કરે છે.: [1253, 315, 1432, 382]
ad-body: દિવાળી વેકેશન પ્રવાસ હિમાચલ પ્રદેશ, કેરલા કાશ્મીર. 9821093585, 9869431837: [365, 1107, 526, 1150]
ad-title: Funding: [591, 956, 644, 969]
ad-title: ઘાટકોપર (પશ્ચિમ): [57, 171, 146, 184]
article-para: સ્થાનિકોએ આ અંગે મ્યુનિસિપલ કોર્પોરેશનમાં ફરિયાદ કરી હતી. વેસ્ટ ખુલ્લામાં પડ્યો રહેવાથી કૂતરાઓ તેને ચારેકોર ફેલાવતા હતા અને ગંદકી તથા દુર્ગંધથી લોકો ત્રાસી ગયા હતા. કોર્પોરેશને એકમને નોટિસ ફટકારી દંડ વસૂલ કર્યો હતો.: [1253, 1020, 1432, 1101]
ad-body: Sale Industrial NA Land for Sale At Vapi (N.H.) Highway Touch- Ready Possession. CONTACT: 9869008022: [537, 1272, 698, 1328]
ad-title: શેરબજારમાં: [590, 712, 645, 725]
header-date: મુંબઈ, શનિવાર, તા.૧૧ ઓક્ટોબર, ૨૦૨૫: [1113, 18, 1440, 41]
ad-body: વેચાણથી ઘાટકોપર (ઈસ્ટ) ગારોડીયા નગર, 2/3 બેડરૂમ-680'/791'/890'/1065' એરેડ કન્સ્ટ્રક્શન. વધુ વિગત માટે 9820511515.: [21, 833, 181, 903]
ad-title: કાનનો મોટકાશ: [926, 929, 998, 942]
section-heading: ધાર્મિક: [1256, 1768, 1435, 1788]
ad-title: શુભલક્ષ્મી જ્યોતિષ: [401, 145, 489, 158]
ad-body: GOA 6500/- જવાનું આવવાનું, રહેવાનું, જમવાનું કેરાલા 9820662334.: [537, 268, 698, 312]
section-heading: મનોરંજન: [1064, 1870, 1243, 1890]
ad-body: એસી બસ, હોટેલમાં રહેવાનું, જમવાનું, લોન સાઈઝરીન ઈન્ક્લુસીવ-9833857722: [365, 830, 526, 873]
ad-body: ઈન્ડસ્ટ્રીયલ પ્રોજેક્ટ ભોજવાડા ડેરી નજીક, વસઈ વિરાર મ્યુનીસીપલ કોર્પોરેશન ઓથુરા (CIDCO Approved), Ground floor height 20', 1st floor height 20', 2nd floor height 18'. Call-7507598877.: [709, 280, 870, 377]
right-classified-columns: [1058, 1557, 1440, 2509]
article-bottomline: કાયમી માટે યુનિટ સીલ કરવા જેવી આકરી કાર્યવાહીના બદલે મ્યુનિ.એ માત્ર રૂ.દસ હજાર દંડ લઈ સંતોષ માન્યો: [1067, 1183, 1432, 1225]
ad-title: પાર્સલ પરદેશમાં: [237, 698, 309, 711]
ad-title: મહાબળેશ્વર 3999/-: [396, 817, 495, 830]
ad-body: 275 ફૂટ કાર્પેટની દુકાન નેશનલાઈઝ્ડ બેન્કની બાજુમાં અડીઉઠ્ઠતી. 8879181869.: [709, 704, 870, 747]
section-heading: વેચવાનું છે: [21, 1139, 181, 1160]
ad-body: ઈસ્ટ સ્ટેશન 310 ફૂટ કાર્પેટ, જૈનમંદિર પાસે ભાડે આપવાની છે. 8879181869.: [709, 764, 870, 808]
ad-body: દવાથી વગર સર્જરી વગર પુરાવા સ્પષ્ટ નહીં. 9969388693/ 7506569229: [881, 848, 1043, 877]
ad-body: જીવનની તમામ સમસ્યાઓનું સમાધાન. ગૃહકલેશ, સંતાન ત્રાસ, વિવાહ, નોકરી, ધંધો. 9594577543 મલાડ (વેસ્ટ): [365, 158, 526, 201]
